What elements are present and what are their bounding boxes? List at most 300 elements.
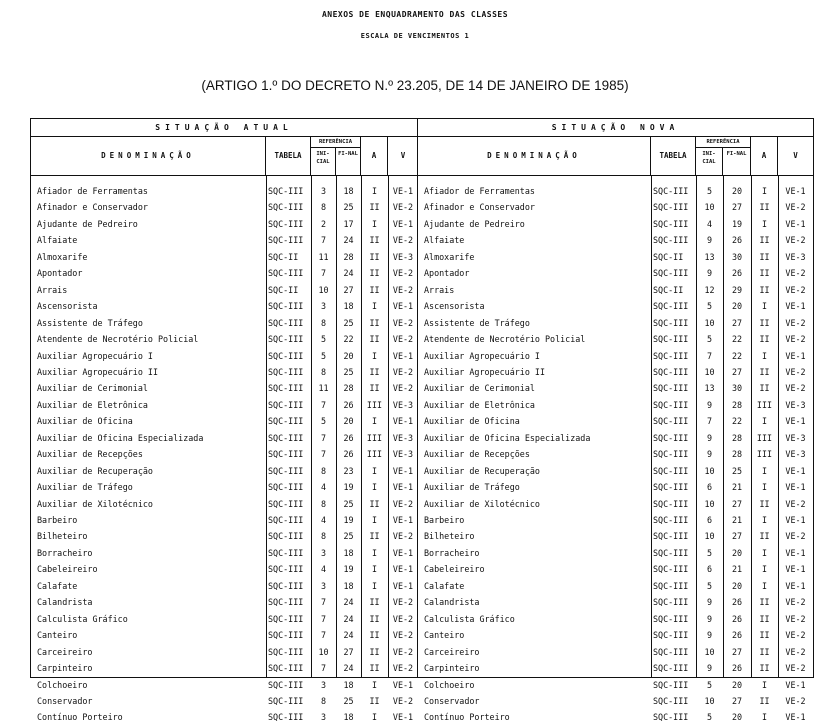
v-cell: VE-1 — [785, 465, 806, 476]
v-cell: VE-1 — [392, 712, 414, 723]
v-cell: VE-2 — [392, 597, 414, 608]
referencia-inicial-cell: 9 — [706, 597, 713, 608]
a-cell: II — [369, 366, 380, 377]
table-row — [31, 644, 417, 660]
referencia-inicial-cell: 5 — [706, 334, 713, 345]
a-cell: II — [759, 334, 770, 345]
referencia-inicial-cell: 10 — [704, 695, 715, 706]
referencia-inicial-cell: 9 — [706, 432, 713, 443]
v-cell: VE-2 — [785, 498, 806, 509]
referencia-inicial-cell: 5 — [706, 712, 713, 723]
a-cell: I — [371, 564, 378, 575]
a-cell: III — [366, 399, 383, 410]
referencia-final-cell: 24 — [343, 663, 354, 674]
tabela-cell: SQC-II — [268, 251, 299, 262]
a-cell: III — [756, 399, 773, 410]
tabela-cell: SQC-III — [653, 366, 689, 377]
referencia-inicial-cell: 7 — [320, 630, 327, 641]
table-row — [31, 216, 417, 232]
table-row — [418, 430, 813, 446]
denominacao-cell: Auxiliar de Xilotécnico — [424, 498, 540, 509]
a-cell: I — [761, 515, 768, 525]
a-cell: I — [371, 416, 378, 427]
referencia-final-cell: 27 — [731, 317, 743, 328]
tabela-cell: SQC-III — [653, 580, 689, 591]
table-row — [31, 380, 417, 396]
referencia-final-cell: 18 — [343, 547, 354, 558]
table-row — [31, 677, 417, 693]
a-cell: II — [759, 284, 770, 295]
a-cell: II — [759, 268, 770, 279]
referencia-final-cell: 25 — [343, 531, 354, 542]
tabela-cell: SQC-III — [653, 449, 689, 460]
referencia-inicial-cell: 5 — [706, 679, 713, 690]
tabela-cell: SQC-III — [268, 350, 304, 361]
tabela-cell: SQC-III — [653, 432, 689, 443]
referencia-final-cell: 20 — [731, 547, 743, 558]
referencia-inicial-cell: 12 — [704, 284, 715, 295]
header-final: FI-NAL — [336, 148, 361, 176]
a-cell: II — [369, 235, 380, 246]
denominacao-cell: Contínuo Porteiro — [424, 712, 510, 723]
a-cell: I — [761, 465, 768, 476]
referencia-final-cell: 27 — [731, 498, 743, 509]
referencia-inicial-cell: 8 — [320, 317, 327, 328]
referencia-inicial-cell: 7 — [320, 268, 327, 279]
table-row — [31, 512, 417, 528]
denominacao-cell: Calafate — [424, 580, 465, 591]
a-cell: II — [369, 334, 380, 345]
denominacao-cell: Bilheteiro — [424, 531, 475, 542]
a-cell: II — [759, 597, 770, 608]
tabela-cell: SQC-III — [268, 432, 304, 443]
a-cell: II — [369, 630, 380, 641]
table-row — [418, 265, 813, 281]
table-row — [31, 282, 417, 298]
table-row — [31, 693, 417, 709]
v-cell: VE-2 — [785, 334, 806, 345]
referencia-inicial-cell: 5 — [320, 416, 327, 427]
referencia-inicial-cell: 6 — [706, 515, 713, 525]
v-cell: VE-2 — [392, 613, 414, 624]
denominacao-cell: Afiador de Ferramentas — [424, 186, 535, 196]
v-cell: VE-1 — [785, 679, 806, 690]
tabela-cell: SQC-III — [268, 235, 304, 246]
denominacao-cell: Ascensorista — [424, 301, 485, 312]
table-row — [418, 298, 813, 314]
table-row — [418, 232, 813, 248]
a-cell: I — [761, 580, 768, 591]
a-cell: I — [371, 482, 378, 493]
referencia-final-cell: 22 — [343, 334, 354, 345]
referencia-inicial-cell: 9 — [706, 235, 713, 246]
tabela-cell: SQC-III — [268, 218, 304, 229]
table-row — [31, 463, 417, 479]
referencia-final-cell: 21 — [731, 482, 743, 493]
referencia-inicial-cell: 10 — [704, 202, 715, 213]
v-cell: VE-2 — [392, 646, 414, 657]
tabela-cell: SQC-III — [653, 613, 689, 624]
v-cell: VE-2 — [785, 366, 806, 377]
denominacao-cell: Afiador de Ferramentas — [37, 186, 148, 196]
section-title: SITUAÇÃO NOVA — [418, 119, 813, 137]
v-cell: VE-2 — [392, 317, 414, 328]
denominacao-cell: Auxiliar de Tráfego — [424, 482, 520, 493]
table-row — [418, 331, 813, 347]
referencia-final-cell: 27 — [343, 646, 354, 657]
table-row — [418, 660, 813, 676]
a-cell: II — [369, 317, 380, 328]
tabela-cell: SQC-III — [268, 399, 304, 410]
referencia-final-cell: 25 — [343, 695, 354, 706]
tabela-cell: SQC-III — [268, 334, 304, 345]
referencia-final-cell: 26 — [343, 449, 354, 460]
tabela-cell: SQC-III — [268, 613, 304, 624]
a-cell: I — [761, 186, 768, 196]
table-row — [31, 298, 417, 314]
tabela-cell: SQC-II — [653, 284, 684, 295]
table-row — [31, 611, 417, 627]
table-row — [31, 430, 417, 446]
denominacao-cell: Calculista Gráfico — [37, 613, 128, 624]
tabela-cell: SQC-III — [268, 482, 304, 493]
a-cell: II — [759, 383, 770, 394]
new-situation-section — [418, 119, 813, 723]
tabela-cell: SQC-III — [268, 646, 304, 657]
denominacao-cell: Calandrista — [424, 597, 480, 608]
a-cell: I — [371, 712, 378, 723]
header-v: V — [388, 136, 418, 176]
table-row — [418, 512, 813, 528]
referencia-final-cell: 19 — [343, 515, 354, 525]
tabela-cell: SQC-III — [653, 268, 689, 279]
referencia-inicial-cell: 11 — [318, 383, 329, 394]
referencia-final-cell: 27 — [731, 646, 743, 657]
referencia-inicial-cell: 9 — [706, 449, 713, 460]
a-cell: I — [761, 547, 768, 558]
denominacao-cell: Auxiliar de Xilotécnico — [37, 498, 153, 509]
v-cell: VE-2 — [392, 663, 414, 674]
tabela-cell: SQC-III — [653, 498, 689, 509]
table-row — [418, 578, 813, 594]
v-cell: VE-2 — [392, 334, 414, 345]
annex-title: ANEXOS DE ENQUADRAMENTO DAS CLASSES — [321, 10, 509, 19]
tabela-cell: SQC-III — [268, 317, 304, 328]
referencia-inicial-cell: 3 — [320, 301, 327, 312]
tabela-cell: SQC-III — [268, 383, 304, 394]
denominacao-cell: Atendente de Necrotério Policial — [424, 334, 586, 345]
tabela-cell: SQC-III — [653, 547, 689, 558]
referencia-final-cell: 28 — [343, 383, 354, 394]
a-cell: II — [759, 663, 770, 674]
referencia-inicial-cell: 7 — [320, 449, 327, 460]
a-cell: II — [759, 202, 770, 213]
table-row — [418, 199, 813, 215]
v-cell: VE-2 — [785, 531, 806, 542]
referencia-final-cell: 17 — [343, 218, 354, 229]
v-cell: VE-1 — [392, 416, 414, 427]
referencia-final-cell: 26 — [731, 235, 743, 246]
v-cell: VE-2 — [392, 695, 414, 706]
tabela-cell: SQC-III — [268, 531, 304, 542]
a-cell: II — [369, 613, 380, 624]
header-inicial: INI-CIAL — [696, 148, 723, 176]
referencia-final-cell: 18 — [343, 186, 354, 196]
denominacao-cell: Auxiliar de Cerimonial — [37, 383, 148, 394]
denominacao-cell: Auxiliar Agropecuário II — [424, 366, 546, 377]
tabela-cell: SQC-III — [268, 547, 304, 558]
referencia-inicial-cell: 7 — [320, 663, 327, 674]
table-row — [31, 545, 417, 561]
tabela-cell: SQC-III — [268, 301, 304, 312]
v-cell: VE-2 — [392, 268, 414, 279]
referencia-inicial-cell: 6 — [706, 564, 713, 575]
v-cell: VE-1 — [392, 218, 414, 229]
v-cell: VE-2 — [785, 695, 806, 706]
denominacao-cell: Carceireiro — [37, 646, 93, 657]
tabela-cell: SQC-III — [653, 597, 689, 608]
denominacao-cell: Carceireiro — [424, 646, 480, 657]
a-cell: II — [369, 268, 380, 279]
a-cell: I — [371, 515, 378, 525]
v-cell: VE-2 — [785, 663, 806, 674]
tabela-cell: SQC-III — [653, 646, 689, 657]
table-row — [418, 216, 813, 232]
referencia-inicial-cell: 9 — [706, 613, 713, 624]
tabela-cell: SQC-III — [268, 630, 304, 641]
referencia-inicial-cell: 10 — [704, 646, 715, 657]
table-row — [418, 397, 813, 413]
referencia-final-cell: 30 — [731, 251, 743, 262]
referencia-inicial-cell: 7 — [320, 235, 327, 246]
referencia-final-cell: 20 — [731, 186, 743, 196]
table-row — [418, 528, 813, 544]
a-cell: I — [371, 301, 378, 312]
referencia-final-cell: 22 — [731, 350, 743, 361]
referencia-inicial-cell: 8 — [320, 465, 327, 476]
tabela-cell: SQC-III — [268, 515, 304, 525]
denominacao-cell: Auxiliar de Recuperação — [37, 465, 153, 476]
referencia-inicial-cell: 5 — [706, 301, 713, 312]
referencia-final-cell: 20 — [731, 712, 743, 723]
a-cell: III — [756, 449, 773, 460]
a-cell: II — [759, 613, 770, 624]
referencia-inicial-cell: 7 — [320, 597, 327, 608]
referencia-final-cell: 23 — [343, 465, 354, 476]
v-cell: VE-1 — [785, 301, 806, 312]
denominacao-cell: Alfaiate — [37, 235, 78, 246]
referencia-inicial-cell: 13 — [704, 383, 715, 394]
referencia-final-cell: 26 — [731, 613, 743, 624]
table-row — [31, 199, 417, 215]
tabela-cell: SQC-III — [653, 531, 689, 542]
denominacao-cell: Auxiliar de Oficina Especializada — [37, 432, 204, 443]
referencia-inicial-cell: 4 — [706, 218, 713, 229]
v-cell: VE-1 — [392, 515, 414, 525]
referencia-final-cell: 19 — [343, 564, 354, 575]
a-cell: I — [761, 218, 768, 229]
v-cell: VE-1 — [785, 482, 806, 493]
table-row — [31, 578, 417, 594]
v-cell: VE-2 — [785, 630, 806, 641]
referencia-inicial-cell: 13 — [704, 251, 715, 262]
v-cell: VE-2 — [392, 366, 414, 377]
denominacao-cell: Auxiliar de Eletrônica — [37, 399, 148, 410]
v-cell: VE-1 — [785, 564, 806, 575]
denominacao-cell: Colchoeiro — [424, 679, 475, 690]
a-cell: II — [759, 498, 770, 509]
referencia-final-cell: 27 — [343, 284, 354, 295]
tabela-cell: SQC-III — [653, 399, 689, 410]
a-cell: II — [759, 630, 770, 641]
v-cell: VE-1 — [785, 416, 806, 427]
tabela-cell: SQC-III — [268, 663, 304, 674]
a-cell: III — [756, 432, 773, 443]
a-cell: I — [371, 186, 378, 196]
denominacao-cell: Arrais — [37, 284, 68, 295]
referencia-inicial-cell: 8 — [320, 202, 327, 213]
header-denominacao: DENOMINAÇÃO — [418, 136, 651, 176]
v-cell: VE-3 — [392, 432, 414, 443]
v-cell: VE-2 — [785, 235, 806, 246]
table-row — [31, 496, 417, 512]
v-cell: VE-1 — [392, 679, 414, 690]
referencia-final-cell: 26 — [731, 268, 743, 279]
referencia-final-cell: 29 — [731, 284, 743, 295]
header-inicial: INI-CIAL — [311, 148, 336, 176]
referencia-final-cell: 21 — [731, 564, 743, 575]
tabela-cell: SQC-III — [268, 712, 304, 723]
header-tabela: TABELA — [266, 136, 311, 176]
referencia-inicial-cell: 7 — [320, 432, 327, 443]
tabela-cell: SQC-III — [653, 235, 689, 246]
v-cell: VE-2 — [392, 202, 414, 213]
v-cell: VE-3 — [785, 432, 806, 443]
referencia-inicial-cell: 4 — [320, 482, 327, 493]
referencia-inicial-cell: 7 — [320, 399, 327, 410]
a-cell: I — [761, 712, 768, 723]
denominacao-cell: Auxiliar de Eletrônica — [424, 399, 535, 410]
v-cell: VE-2 — [392, 284, 414, 295]
a-cell: II — [759, 317, 770, 328]
denominacao-cell: Colchoeiro — [37, 679, 88, 690]
table-row — [418, 627, 813, 643]
referencia-inicial-cell: 7 — [320, 613, 327, 624]
referencia-final-cell: 19 — [731, 218, 743, 229]
referencia-inicial-cell: 5 — [706, 547, 713, 558]
referencia-final-cell: 24 — [343, 597, 354, 608]
referencia-final-cell: 28 — [731, 449, 743, 460]
denominacao-cell: Calculista Gráfico — [424, 613, 515, 624]
table-row — [418, 364, 813, 380]
referencia-inicial-cell: 3 — [320, 580, 327, 591]
a-cell: II — [759, 646, 770, 657]
header-tabela: TABELA — [651, 136, 696, 176]
v-cell: VE-1 — [392, 580, 414, 591]
a-cell: III — [366, 432, 383, 443]
scale-title: ESCALA DE VENCIMENTOS 1 — [360, 32, 470, 40]
referencia-final-cell: 18 — [343, 580, 354, 591]
denominacao-cell: Canteiro — [424, 630, 465, 641]
tabela-cell: SQC-III — [653, 202, 689, 213]
tabela-cell: SQC-III — [653, 564, 689, 575]
denominacao-cell: Ajudante de Pedreiro — [424, 218, 525, 229]
tabela-cell: SQC-III — [653, 301, 689, 312]
table-row — [418, 380, 813, 396]
a-cell: II — [759, 366, 770, 377]
a-cell: II — [369, 531, 380, 542]
a-cell: II — [369, 597, 380, 608]
referencia-final-cell: 26 — [343, 432, 354, 443]
table-row — [418, 496, 813, 512]
v-cell: VE-2 — [392, 498, 414, 509]
section-title: SITUAÇÃO ATUAL — [31, 119, 417, 137]
a-cell: I — [371, 350, 378, 361]
tabela-cell: SQC-III — [268, 366, 304, 377]
denominacao-cell: Auxiliar Agropecuário I — [424, 350, 540, 361]
denominacao-cell: Borracheiro — [424, 547, 480, 558]
denominacao-cell: Auxiliar de Recuperação — [424, 465, 540, 476]
table-row — [31, 528, 417, 544]
referencia-final-cell: 26 — [731, 630, 743, 641]
denominacao-cell: Atendente de Necrotério Policial — [37, 334, 199, 345]
tabela-cell: SQC-III — [268, 498, 304, 509]
referencia-final-cell: 25 — [343, 317, 354, 328]
denominacao-cell: Afinador e Conservador — [424, 202, 535, 213]
a-cell: II — [369, 646, 380, 657]
v-cell: VE-2 — [392, 630, 414, 641]
table-row — [31, 413, 417, 429]
a-cell: I — [371, 679, 378, 690]
a-cell: I — [761, 350, 768, 361]
tabela-cell: SQC-III — [653, 218, 689, 229]
table-row — [418, 545, 813, 561]
referencia-inicial-cell: 10 — [318, 284, 329, 295]
referencia-inicial-cell: 5 — [320, 350, 327, 361]
v-cell: VE-3 — [392, 399, 414, 410]
denominacao-cell: Calafate — [37, 580, 78, 591]
a-cell: II — [759, 695, 770, 706]
table-row — [31, 709, 417, 725]
denominacao-cell: Cabeleireiro — [37, 564, 98, 575]
referencia-inicial-cell: 10 — [704, 531, 715, 542]
table-row — [418, 677, 813, 693]
tabela-cell: SQC-III — [653, 712, 689, 723]
table-row — [31, 364, 417, 380]
current-situation-section — [31, 119, 418, 723]
header-a: A — [361, 136, 388, 176]
table-row — [418, 463, 813, 479]
referencia-inicial-cell: 9 — [706, 399, 713, 410]
v-cell: VE-2 — [785, 646, 806, 657]
a-cell: II — [369, 663, 380, 674]
referencia-final-cell: 22 — [731, 334, 743, 345]
a-cell: II — [759, 235, 770, 246]
a-cell: II — [369, 498, 380, 509]
denominacao-cell: Afinador e Conservador — [37, 202, 148, 213]
v-cell: VE-1 — [392, 350, 414, 361]
table-row — [31, 561, 417, 577]
table-row — [418, 594, 813, 610]
decree-reference: (ARTIGO 1.º DO DECRETO N.º 23.205, DE 14 DE JANEIRO DE 1985) — [201, 78, 629, 93]
v-cell: VE-3 — [392, 449, 414, 460]
v-cell: VE-1 — [392, 564, 414, 575]
tabela-cell: SQC-III — [653, 334, 689, 345]
v-cell: VE-1 — [785, 186, 806, 196]
referencia-final-cell: 26 — [731, 597, 743, 608]
denominacao-cell: Auxiliar de Recepções — [424, 449, 530, 460]
a-cell: I — [761, 301, 768, 312]
